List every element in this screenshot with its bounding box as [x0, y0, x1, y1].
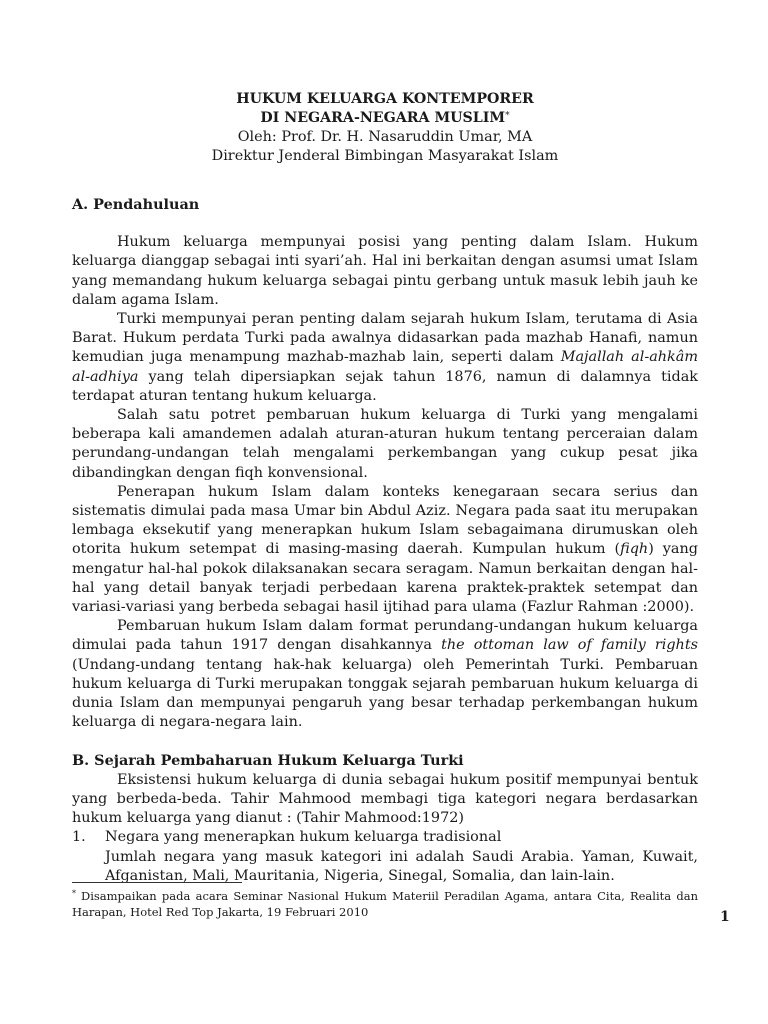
italic-term: fiqh: [620, 541, 649, 558]
section-a-paragraph-3: Salah satu potret pembaruan hukum keluarga di Turki yang mengalami beberapa kali amandemen adalah aturan-aturan hukum tentang perceraian dalam perundang-undangan telah mengalami perkembangan yang cukup pesat jika dibandingkan dengan fiqh konvensional.: [72, 407, 698, 481]
section-a-heading: A. Pendahuluan: [72, 196, 200, 213]
section-a-paragraph-5: [72, 617, 698, 732]
section-a-paragraph-2: [72, 310, 698, 406]
footnote: [72, 888, 698, 920]
footnote-marker: *: [72, 889, 76, 898]
list-item: [72, 828, 698, 847]
author-position: Direktur Jenderal Bimbingan Masyarakat Islam: [211, 148, 559, 164]
paragraph-text: ) yang mengatur hal-hal pokok dilaksanakan secara seragam. Namun berkaitan dengan hal-hal yang detail banyak terjadi perbedaan karena praktek-praktek setempat dan variasi-variasi yang berbeda sebagai hasil ijtihad para ulama (Fazlur Rahman :2000).: [72, 541, 698, 616]
section-b-heading: B. Sejarah Pembaharuan Hukum Keluarga Turki: [72, 752, 464, 770]
list-description: Jumlah negara yang masuk kategori ini adalah Saudi Arabia. Yaman, Kuwait, Afganistan, Mali, Mauritania, Nigeria, Sinegal, Somalia, dan lain-lain.: [105, 848, 698, 884]
document-page: [72, 90, 698, 886]
footnote-text: Disampaikan pada acara Seminar Nasional Hukum Materiil Peradilan Agama, antara Cita, Realita dan Harapan, Hotel Red Top Jakarta, 19 Februari 2010: [72, 889, 698, 919]
section-a-paragraph-1: Hukum keluarga mempunyai posisi yang penting dalam Islam. Hukum keluarga dianggap sebagai inti syari’ah. Hal ini berkaitan dengan asumsi umat Islam yang memandang hukum keluarga sebagai pintu gerbang untuk masuk lebih jauh ke dalam agama Islam.: [72, 234, 698, 308]
section-b-paragraph-1: Eksistensi hukum keluarga di dunia sebagai hukum positif mempunyai bentuk yang berbeda-beda. Tahir Mahmood membagi tiga kategori negara berdasarkan hukum keluarga yang dianut : (Tahir Mahmood:1972): [72, 771, 698, 827]
title-footnote-marker: *: [505, 111, 510, 121]
italic-term: Majallah al-ahkâm al-adhiya: [72, 349, 698, 385]
paragraph-text: yang telah dipersiapkan sejak tahun 1876, namun di dalamnya tidak terdapat aturan tentang hukum keluarga.: [72, 368, 698, 404]
italic-term: the ottoman law of family rights: [441, 637, 698, 654]
title-line-2: DI NEGARA-NEGARA MUSLIM: [260, 110, 506, 126]
footnote-divider: [72, 882, 242, 883]
paragraph-text: Penerapan hukum Islam dalam konteks kenegaraan secara serius dan sistematis dimulai pada masa Umar bin Abdul Aziz. Negara pada saat itu merupakan lembaga eksekutif yang menerapkan hukum Islam sebagaimana dirumuskan oleh otorita hukum setempat di masing-masing daerah. Kumpulan hukum (: [72, 483, 698, 558]
paragraph-text: (Undang-undang tentang hak-hak keluarga) oleh Pemerintah Turki. Pembaruan hukum keluarga di Turki merupakan tonggak sejarah pembaruan hukum keluarga di dunia Islam dan mempunyai pengaruh yang besar terhadap perkembangan hukum keluarga di negara-negara lain.: [72, 656, 698, 731]
section-a-paragraph-4: [72, 483, 698, 617]
document-header: [72, 90, 698, 166]
paragraph-text: Turki mempunyai peran penting dalam sejarah hukum Islam, terutama di Asia Barat. Hukum perdata Turki pada awalnya didasarkan pada mazhab Hanafi, namun kemudian juga menampung mazhab-mazhab lain, seperti dalam: [72, 311, 698, 366]
list-number: 1.: [72, 829, 86, 846]
paragraph-text: Pembaruan hukum Islam dalam format perundang-undangan hukum keluarga dimulai pada tahun 1917 dengan disahkannya: [72, 618, 698, 654]
list-title: Negara yang menerapkan hukum keluarga tradisional: [105, 829, 502, 846]
document-title: [72, 90, 698, 128]
title-line-1: HUKUM KELUARGA KONTEMPORER: [236, 91, 534, 107]
author-line: Oleh: Prof. Dr. H. Nasaruddin Umar, MA: [237, 129, 533, 145]
page-number: 1: [720, 909, 730, 925]
